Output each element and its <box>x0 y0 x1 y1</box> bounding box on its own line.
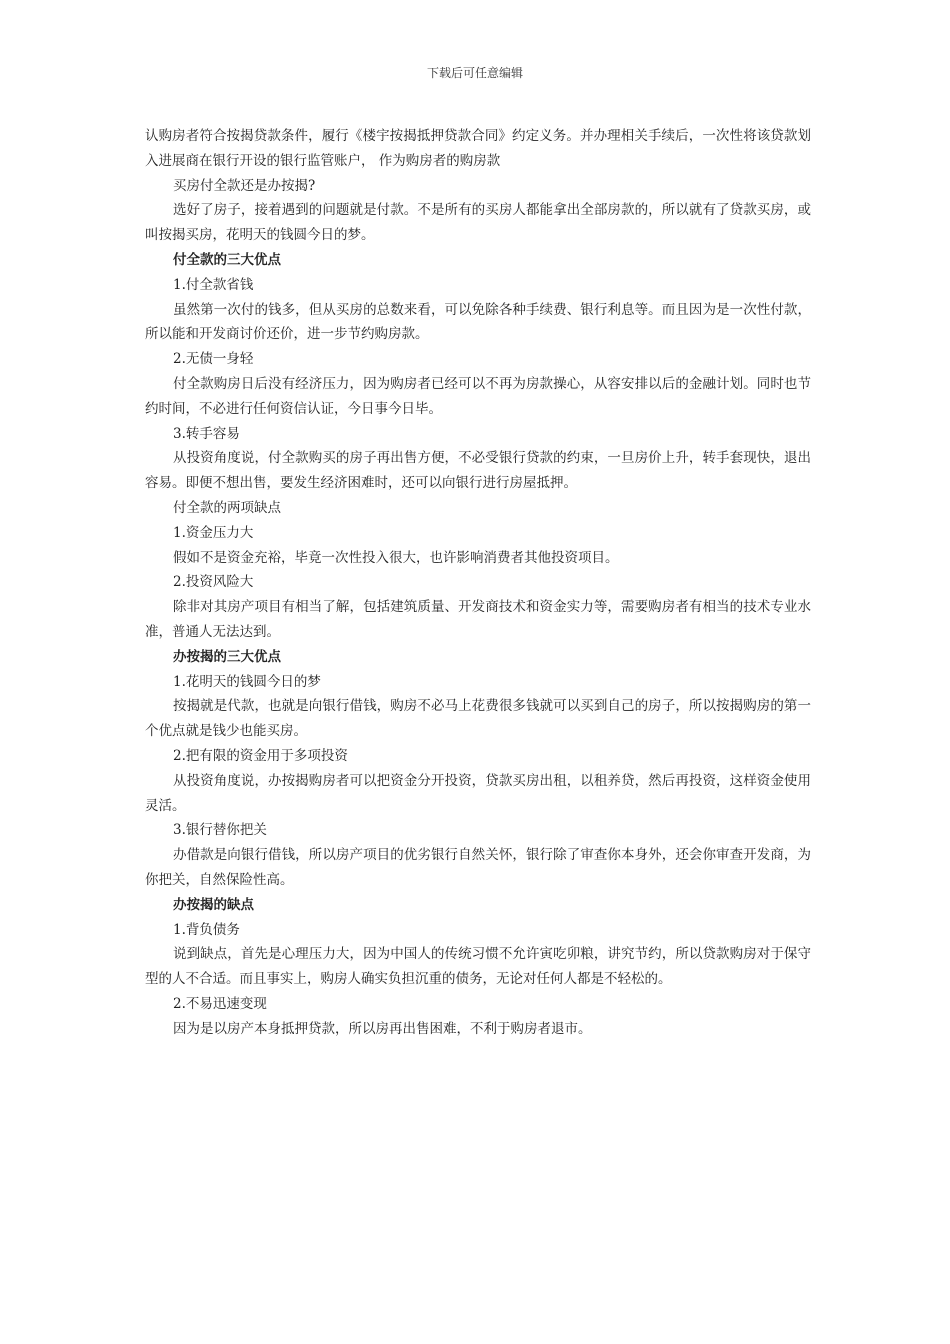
paragraph: 因为是以房产本身抵押贷款，所以房再出售困难，不利于购房者退市。 <box>173 1020 592 1037</box>
paragraph: 3.转手容易 <box>173 425 240 442</box>
paragraph: 从投资角度说，办按揭购房者可以把资金分开投资，贷款买房出租，以租养贷，然后再投资，这样资金使用灵活。 <box>145 772 811 814</box>
paragraph: 1.付全款省钱 <box>173 276 254 293</box>
paragraph: 按揭就是代款，也就是向银行借钱，购房不必马上花费很多钱就可以买到自己的房子，所以按揭购房的第一个优点就是钱少也能买房。 <box>145 698 811 740</box>
page-header: 下载后可任意编辑 <box>426 66 523 80</box>
section-heading: 办按揭的缺点 <box>173 896 254 913</box>
paragraph: 认购房者符合按揭贷款条件，履行《楼宇按揭抵押贷款合同》约定义务。并办理相关手续后，一次性将该贷款划入进展商在银行开设的银行监管账户， 作为购房者的购房款 <box>145 128 811 169</box>
paragraph: 付全款的两项缺点 <box>173 499 281 516</box>
paragraph: 办借款是向银行借钱，所以房产项目的优劣银行自然关怀，银行除了审查你本身外，还会你审查开发商，为你把关，自然保险性高。 <box>145 847 811 888</box>
paragraph: 假如不是资金充裕，毕竟一次性投入很大，也许影响消费者其他投资项目。 <box>173 549 619 566</box>
paragraph: 1.花明天的钱圆今日的梦 <box>173 673 321 690</box>
paragraph: 买房付全款还是办按揭? <box>173 177 316 194</box>
paragraph: 3.银行替你把关 <box>173 822 267 839</box>
paragraph: 除非对其房产项目有相当了解，包括建筑质量、开发商技术和资金实力等，需要购房者有相当的技术专业水准，普通人无法达到。 <box>145 599 811 640</box>
paragraph: 2.把有限的资金用于多项投资 <box>173 747 348 764</box>
paragraph: 2.不易迅速变现 <box>173 995 267 1012</box>
paragraph: 从投资角度说，付全款购买的房子再出售方便，不必受银行贷款的约束，一旦房价上升，转手套现快，退出容易。即便不想出售，要发生经济困难时，还可以向银行进行房屋抵押。 <box>145 450 811 492</box>
paragraph: 2.投资风险大 <box>173 574 254 591</box>
section-heading: 办按揭的三大优点 <box>173 648 281 665</box>
document-body <box>145 124 811 1041</box>
paragraph: 虽然第一次付的钱多，但从买房的总数来看，可以免除各种手续费、银行利息等。而且因为是一次性付款，所以能和开发商讨价还价，进一步节约购房款。 <box>145 301 811 343</box>
paragraph: 付全款购房日后没有经济压力，因为购房者已经可以不再为房款操心，从容安排以后的金融计划。同时也节约时间，不必进行任何资信认证，今日事今日毕。 <box>145 375 811 417</box>
paragraph: 1.背负债务 <box>173 921 240 938</box>
paragraph: 选好了房子，接着遇到的问题就是付款。不是所有的买房人都能拿出全部房款的，所以就有了贷款买房，或叫按揭买房，花明天的钱圆今日的梦。 <box>145 202 811 244</box>
paragraph: 说到缺点，首先是心理压力大，因为中国人的传统习惯不允许寅吃卯粮，讲究节约，所以贷款购房对于保守型的人不合适。而且事实上，购房人确实负担沉重的债务，无论对任何人都是不轻松的。 <box>145 946 811 988</box>
paragraph: 1.资金压力大 <box>173 524 254 541</box>
paragraph: 2.无债一身轻 <box>173 351 254 368</box>
section-heading: 付全款的三大优点 <box>173 251 281 268</box>
